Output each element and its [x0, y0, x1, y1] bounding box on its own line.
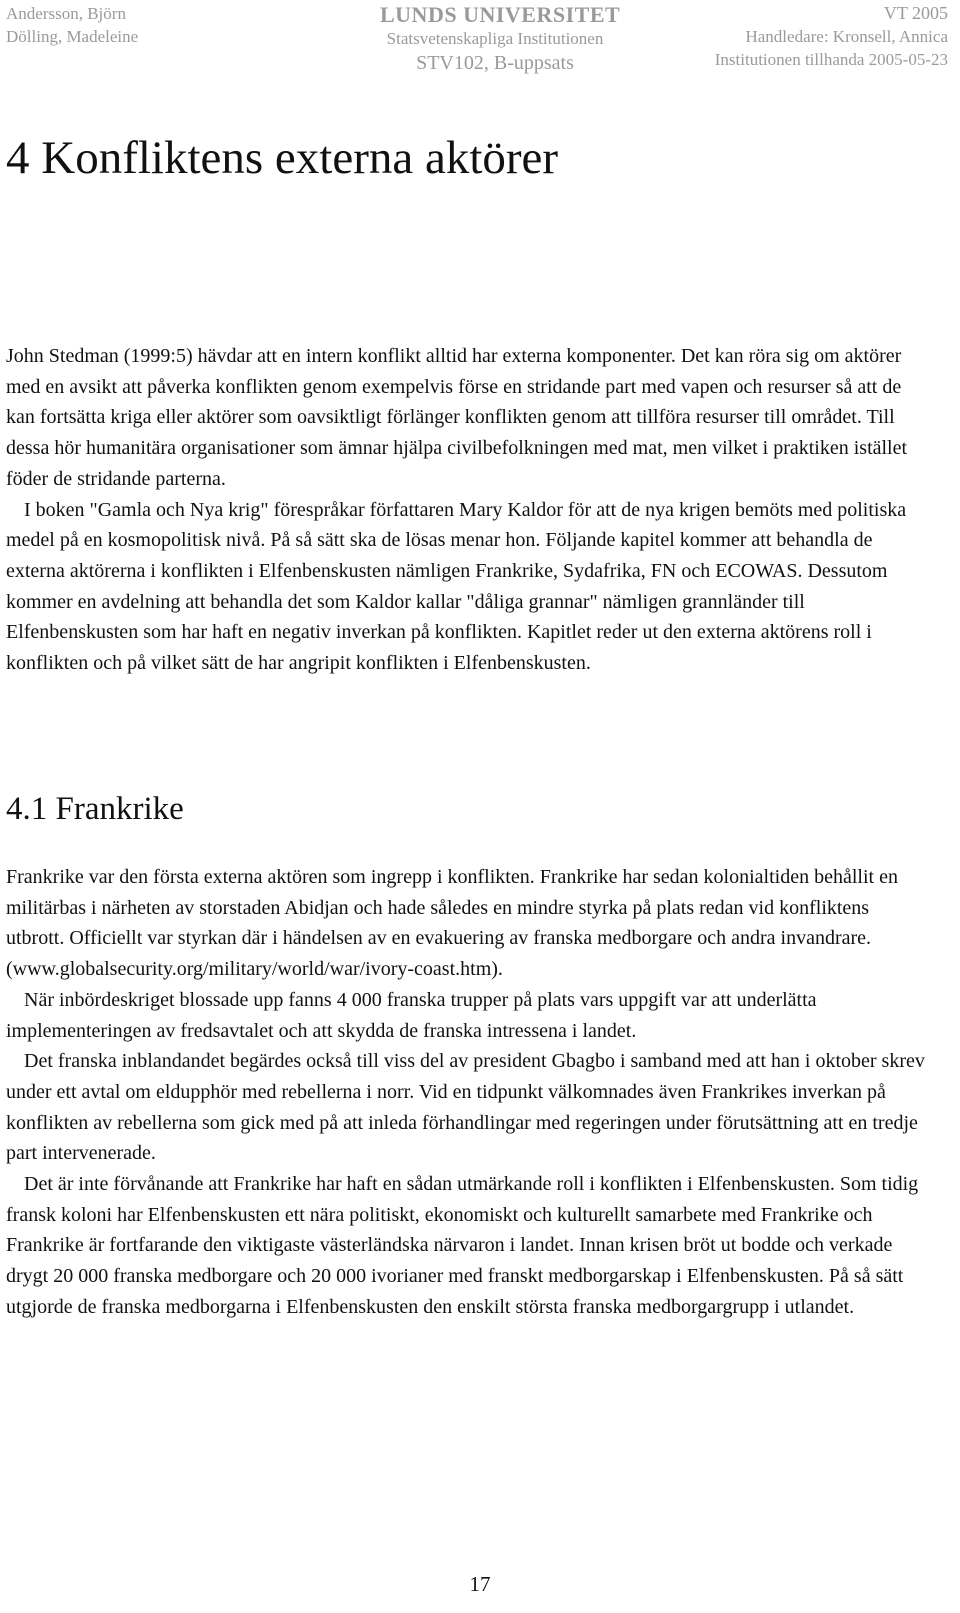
- page-number: 17: [469, 1572, 491, 1596]
- submission-date: Institutionen tillhanda 2005-05-23: [714, 50, 948, 69]
- paragraph: Frankrike var den första externa aktören som ingrepp i konflikten. Frankrike har sedan kolonialtiden behållit en militärbas i närheten av storstaden Abidjan och hade således en mindre styrka på plats redan vid konfliktens utbrott. Officiellt var styrkan där i händelsen av en evakuering av franska medborgare och andra invandrare. (www.globalsecurity.org/military/world/war/ivory-coast.htm).: [6, 866, 898, 981]
- header-institution: [380, 2, 621, 76]
- term-label: VT 2005: [883, 3, 948, 23]
- paragraph: När inbördeskriget blossade upp fanns 4 000 franska trupper på plats vars uppgift var att underlätta implementeringen av fredsavtalet och att skydda de franska intressena i landet.: [6, 988, 817, 1042]
- university-name: LUNDS UNIVERSITET: [380, 2, 621, 27]
- header-authors: [6, 2, 138, 48]
- department-name: Statsvetenskapliga Institutionen: [386, 29, 604, 48]
- paragraph: John Stedman (1999:5) hävdar att en intern konflikt alltid har externa komponenter. Det kan röra sig om aktörer med en avsikt att påverka konflikten genom exempelvis förse en stridande part med vapen och resurser så att de kan fortsätta kriga eller aktörer som oavsiktligt förlänger konflikten genom att tillföra resurser till området. Till dessa hör humanitära organisationer som ämnar hjälpa civilbefolkningen med mat, men vilket i praktiken istället föder de stridande parterna.: [6, 345, 908, 490]
- chapter-intro: [6, 341, 926, 679]
- author-name: Dölling, Madeleine: [6, 27, 139, 46]
- section-title: 4.1 Frankrike: [6, 791, 184, 827]
- paragraph: Det franska inblandandet begärdes också till viss del av president Gbagbo i samband med att han i oktober skrev under ett avtal om eldupphör med rebellerna i norr. Vid en tidpunkt välkomnades även Frankrikes inverkan på konflikten av rebellerna som gick med på att inleda förhandlingar med regeringen under förutsättning att en tredje part intervenerade.: [6, 1050, 925, 1165]
- section-body: [6, 862, 926, 1323]
- paragraph: Det är inte förvånande att Frankrike har haft en sådan utmärkande roll i konflikten i Elfenbenskusten. Som tidig fransk koloni har Elfenbenskusten ett nära politiskt, ekonomiskt och kulturellt samarbete med Frankrike och Frankrike är fortfarande den viktigaste västerländska närvaron i landet. Innan krisen bröt ut bodde och verkade drygt 20 000 franska medborgare och 20 000 ivorianer med franskt medborgarskap i Elfenbenskusten. På så sätt utgjorde de franska medborgarna i Elfenbenskusten den enskilt största franska medborgargrupp i utlandet.: [6, 1173, 919, 1318]
- chapter-title: 4 Konfliktens externa aktörer: [6, 132, 559, 184]
- paragraph: I boken "Gamla och Nya krig" förespråkar författaren Mary Kaldor för att de nya krigen bemöts med politiska medel på en kosmopolitisk nivå. På så sätt ska de lösas menar hon. Följande kapitel kommer att behandla de externa aktörerna i konflikten i Elfenbenskusten nämligen Frankrike, Sydafrika, FN och ECOWAS. Dessutom kommer en avdelning att behandla det som Kaldor kallar "dåliga grannar" nämligen grannländer till Elfenbenskusten som har haft en negativ inverkan på konflikten. Kapitlet reder ut den externa aktörens roll i konflikten och på vilket sätt de har angripit konflikten i Elfenbenskusten.: [6, 498, 907, 675]
- page-header: [0, 0, 960, 80]
- author-name: Andersson, Björn: [6, 4, 126, 23]
- course-code: STV102, B-uppsats: [416, 52, 574, 74]
- supervisor-label: Handledare: Kronsell, Annica: [745, 27, 948, 46]
- header-meta: [715, 2, 948, 71]
